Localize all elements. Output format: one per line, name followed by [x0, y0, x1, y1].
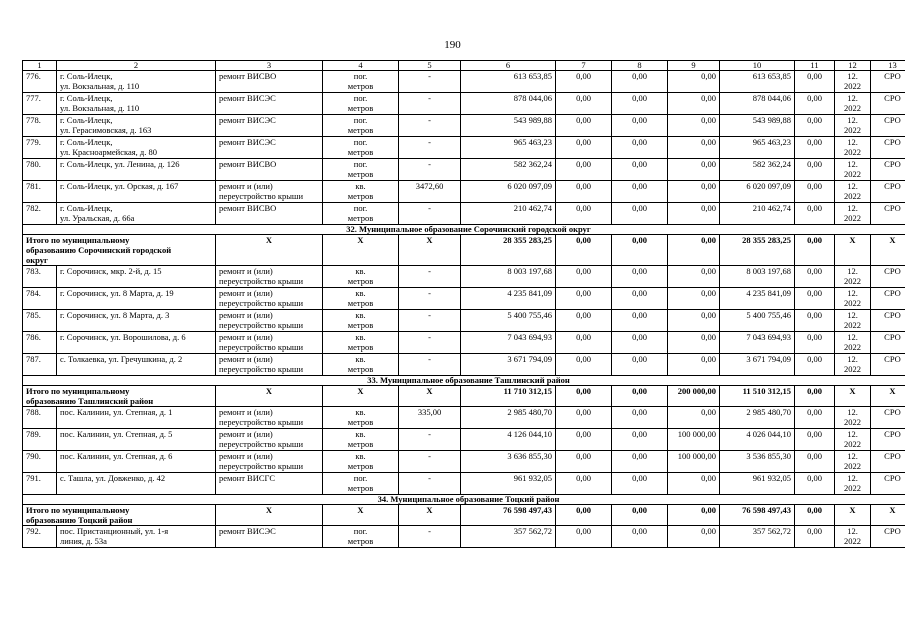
- table-row: [23, 288, 905, 310]
- row-number: 792.: [23, 526, 57, 548]
- value-col10: 3 671 794,09: [720, 354, 795, 376]
- area: -: [399, 93, 461, 115]
- value-col10: 5 400 755,46: [720, 310, 795, 332]
- area: 335,00: [399, 407, 461, 429]
- placeholder-x: X: [871, 386, 905, 407]
- placeholder-x: X: [216, 386, 323, 407]
- work-type: ремонт и (или) переустройство крыши: [216, 181, 323, 203]
- value-col8: 0,00: [612, 203, 668, 225]
- row-number: 782.: [23, 203, 57, 225]
- address: г. Соль-Илецк, ул. Ленина, д. 126: [57, 159, 216, 181]
- method: СРО: [871, 310, 905, 332]
- area: -: [399, 159, 461, 181]
- area: -: [399, 115, 461, 137]
- row-number: 776.: [23, 71, 57, 93]
- work-type: ремонт ВИСЭС: [216, 137, 323, 159]
- area: -: [399, 354, 461, 376]
- value-col10: 76 598 497,43: [720, 505, 795, 526]
- section-header-row: [23, 225, 905, 235]
- value-col11: 0,00: [795, 310, 835, 332]
- value-col8: 0,00: [612, 429, 668, 451]
- total-cost: 2 985 480,70: [461, 407, 556, 429]
- total-cost: 4 126 044,10: [461, 429, 556, 451]
- total-cost: 76 598 497,43: [461, 505, 556, 526]
- column-number: 5: [399, 61, 461, 71]
- work-type: ремонт и (или) переустройство крыши: [216, 288, 323, 310]
- value-col7: 0,00: [556, 473, 612, 495]
- value-col9: 0,00: [668, 93, 720, 115]
- unit: кв. метров: [323, 266, 399, 288]
- column-number: 7: [556, 61, 612, 71]
- value-col9: 0,00: [668, 266, 720, 288]
- column-number: 12: [835, 61, 871, 71]
- section-title: 34. Муниципальное образование Тоцкий район: [23, 495, 905, 505]
- row-number: 779.: [23, 137, 57, 159]
- work-type: ремонт и (или) переустройство крыши: [216, 310, 323, 332]
- unit: пог. метров: [323, 526, 399, 548]
- value-col9: 100 000,00: [668, 451, 720, 473]
- value-col11: 0,00: [795, 473, 835, 495]
- value-col8: 0,00: [612, 407, 668, 429]
- value-col11: 0,00: [795, 71, 835, 93]
- column-number: 11: [795, 61, 835, 71]
- placeholder-x: X: [216, 505, 323, 526]
- address: г. Соль-Илецк, ул. Вокзальная, д. 110: [57, 71, 216, 93]
- completion-term: 12. 2022: [835, 310, 871, 332]
- table-row: [23, 451, 905, 473]
- value-col10: 878 044,06: [720, 93, 795, 115]
- address: г. Сорочинск, ул. Ворошилова, д. 6: [57, 332, 216, 354]
- placeholder-x: X: [835, 386, 871, 407]
- method: СРО: [871, 332, 905, 354]
- value-col10: 4 235 841,09: [720, 288, 795, 310]
- value-col8: 0,00: [612, 505, 668, 526]
- value-col10: 357 562,72: [720, 526, 795, 548]
- method: СРО: [871, 93, 905, 115]
- completion-term: 12. 2022: [835, 71, 871, 93]
- unit: пог. метров: [323, 71, 399, 93]
- value-col7: 0,00: [556, 310, 612, 332]
- area: 3472,60: [399, 181, 461, 203]
- subtotal-row: [23, 386, 905, 407]
- value-col9: 100 000,00: [668, 429, 720, 451]
- value-col10: 6 020 097,09: [720, 181, 795, 203]
- table-row: [23, 332, 905, 354]
- completion-term: 12. 2022: [835, 429, 871, 451]
- row-number: 777.: [23, 93, 57, 115]
- method: СРО: [871, 354, 905, 376]
- unit: кв. метров: [323, 310, 399, 332]
- page-number: 190: [444, 39, 461, 51]
- completion-term: 12. 2022: [835, 203, 871, 225]
- value-col7: 0,00: [556, 203, 612, 225]
- table-row: [23, 473, 905, 495]
- value-col11: 0,00: [795, 115, 835, 137]
- address: пос. Калинин, ул. Степная, д. 6: [57, 451, 216, 473]
- column-number-row: [23, 61, 905, 71]
- completion-term: 12. 2022: [835, 266, 871, 288]
- row-number: 780.: [23, 159, 57, 181]
- subtotal-row: [23, 505, 905, 526]
- unit: кв. метров: [323, 354, 399, 376]
- value-col8: 0,00: [612, 159, 668, 181]
- completion-term: 12. 2022: [835, 451, 871, 473]
- work-type: ремонт ВИСВО: [216, 71, 323, 93]
- value-col8: 0,00: [612, 266, 668, 288]
- value-col9: 0,00: [668, 407, 720, 429]
- row-number: 791.: [23, 473, 57, 495]
- column-number: 2: [57, 61, 216, 71]
- completion-term: 12. 2022: [835, 93, 871, 115]
- value-col9: 0,00: [668, 526, 720, 548]
- address: пос. Калинин, ул. Степная, д. 1: [57, 407, 216, 429]
- placeholder-x: X: [323, 386, 399, 407]
- capital-repair-table: [22, 60, 905, 548]
- work-type: ремонт и (или) переустройство крыши: [216, 332, 323, 354]
- value-col9: 0,00: [668, 505, 720, 526]
- value-col11: 0,00: [795, 288, 835, 310]
- table-row: [23, 159, 905, 181]
- address: г. Соль-Илецк, ул. Герасимовская, д. 163: [57, 115, 216, 137]
- work-type: ремонт и (или) переустройство крыши: [216, 429, 323, 451]
- unit: пог. метров: [323, 137, 399, 159]
- completion-term: 12. 2022: [835, 137, 871, 159]
- address: г. Соль-Илецк, ул. Вокзальная, д. 110: [57, 93, 216, 115]
- value-col9: 0,00: [668, 181, 720, 203]
- work-type: ремонт и (или) переустройство крыши: [216, 407, 323, 429]
- value-col10: 7 043 694,93: [720, 332, 795, 354]
- table-row: [23, 266, 905, 288]
- work-type: ремонт ВИСВО: [216, 203, 323, 225]
- address: г. Соль-Илецк, ул. Орская, д. 167: [57, 181, 216, 203]
- value-col7: 0,00: [556, 386, 612, 407]
- row-number: 783.: [23, 266, 57, 288]
- table-row: [23, 526, 905, 548]
- value-col9: 0,00: [668, 310, 720, 332]
- value-col11: 0,00: [795, 235, 835, 266]
- total-cost: 613 653,85: [461, 71, 556, 93]
- value-col7: 0,00: [556, 71, 612, 93]
- value-col9: 0,00: [668, 354, 720, 376]
- placeholder-x: X: [871, 505, 905, 526]
- value-col11: 0,00: [795, 266, 835, 288]
- total-cost: 543 989,88: [461, 115, 556, 137]
- value-col8: 0,00: [612, 451, 668, 473]
- value-col9: 0,00: [668, 473, 720, 495]
- unit: кв. метров: [323, 407, 399, 429]
- total-cost: 7 043 694,93: [461, 332, 556, 354]
- value-col9: 200 000,00: [668, 386, 720, 407]
- area: -: [399, 71, 461, 93]
- value-col8: 0,00: [612, 473, 668, 495]
- area: -: [399, 526, 461, 548]
- placeholder-x: X: [399, 386, 461, 407]
- value-col8: 0,00: [612, 526, 668, 548]
- value-col10: 543 989,88: [720, 115, 795, 137]
- value-col7: 0,00: [556, 115, 612, 137]
- table-row: [23, 429, 905, 451]
- work-type: ремонт ВИСГС: [216, 473, 323, 495]
- value-col8: 0,00: [612, 288, 668, 310]
- area: -: [399, 266, 461, 288]
- value-col11: 0,00: [795, 505, 835, 526]
- method: СРО: [871, 407, 905, 429]
- value-col10: 961 932,05: [720, 473, 795, 495]
- value-col9: 0,00: [668, 71, 720, 93]
- column-number: 3: [216, 61, 323, 71]
- total-cost: 6 020 097,09: [461, 181, 556, 203]
- total-cost: 4 235 841,09: [461, 288, 556, 310]
- total-cost: 28 355 283,25: [461, 235, 556, 266]
- table-row: [23, 93, 905, 115]
- column-number: 1: [23, 61, 57, 71]
- completion-term: 12. 2022: [835, 407, 871, 429]
- address: г. Сорочинск, ул. 8 Марта, д. 3: [57, 310, 216, 332]
- completion-term: 12. 2022: [835, 526, 871, 548]
- value-col11: 0,00: [795, 203, 835, 225]
- placeholder-x: X: [216, 235, 323, 266]
- total-cost: 3 636 855,30: [461, 451, 556, 473]
- value-col10: 965 463,23: [720, 137, 795, 159]
- method: СРО: [871, 526, 905, 548]
- value-col8: 0,00: [612, 181, 668, 203]
- address: г. Соль-Илецк, ул. Красноармейская, д. 80: [57, 137, 216, 159]
- total-cost: 878 044,06: [461, 93, 556, 115]
- table-row: [23, 137, 905, 159]
- value-col7: 0,00: [556, 407, 612, 429]
- value-col7: 0,00: [556, 181, 612, 203]
- method: СРО: [871, 137, 905, 159]
- value-col7: 0,00: [556, 235, 612, 266]
- address: с. Толкаевка, ул. Гречушкина, д. 2: [57, 354, 216, 376]
- section-header-row: [23, 376, 905, 386]
- placeholder-x: X: [399, 505, 461, 526]
- method: СРО: [871, 181, 905, 203]
- work-type: ремонт и (или) переустройство крыши: [216, 451, 323, 473]
- value-col8: 0,00: [612, 354, 668, 376]
- total-cost: 11 710 312,15: [461, 386, 556, 407]
- value-col10: 28 355 283,25: [720, 235, 795, 266]
- row-number: 789.: [23, 429, 57, 451]
- method: СРО: [871, 429, 905, 451]
- address: с. Ташла, ул. Довженко, д. 42: [57, 473, 216, 495]
- section-title: 33. Муниципальное образование Ташлинский район: [23, 376, 905, 386]
- total-cost: 357 562,72: [461, 526, 556, 548]
- value-col8: 0,00: [612, 235, 668, 266]
- address: г. Сорочинск, мкр. 2-й, д. 15: [57, 266, 216, 288]
- row-number: 781.: [23, 181, 57, 203]
- value-col11: 0,00: [795, 451, 835, 473]
- value-col8: 0,00: [612, 71, 668, 93]
- unit: пог. метров: [323, 159, 399, 181]
- row-number: 787.: [23, 354, 57, 376]
- value-col9: 0,00: [668, 137, 720, 159]
- placeholder-x: X: [323, 505, 399, 526]
- row-number: 784.: [23, 288, 57, 310]
- value-col8: 0,00: [612, 332, 668, 354]
- value-col9: 0,00: [668, 288, 720, 310]
- column-number: 8: [612, 61, 668, 71]
- value-col7: 0,00: [556, 159, 612, 181]
- placeholder-x: X: [835, 505, 871, 526]
- value-col10: 582 362,24: [720, 159, 795, 181]
- column-number: 9: [668, 61, 720, 71]
- method: СРО: [871, 288, 905, 310]
- value-col11: 0,00: [795, 93, 835, 115]
- value-col7: 0,00: [556, 266, 612, 288]
- method: СРО: [871, 451, 905, 473]
- row-number: 790.: [23, 451, 57, 473]
- completion-term: 12. 2022: [835, 332, 871, 354]
- value-col10: 4 026 044,10: [720, 429, 795, 451]
- completion-term: 12. 2022: [835, 181, 871, 203]
- method: СРО: [871, 71, 905, 93]
- table-row: [23, 203, 905, 225]
- area: -: [399, 137, 461, 159]
- total-cost: 5 400 755,46: [461, 310, 556, 332]
- address: пос. Калинин, ул. Степная, д. 5: [57, 429, 216, 451]
- value-col7: 0,00: [556, 505, 612, 526]
- value-col11: 0,00: [795, 332, 835, 354]
- address: г. Сорочинск, ул. 8 Марта, д. 19: [57, 288, 216, 310]
- subtotal-label: Итого по муниципальному образованию Тоцкий район: [23, 505, 216, 526]
- area: -: [399, 288, 461, 310]
- value-col7: 0,00: [556, 451, 612, 473]
- value-col7: 0,00: [556, 429, 612, 451]
- completion-term: 12. 2022: [835, 159, 871, 181]
- placeholder-x: X: [835, 235, 871, 266]
- address: г. Соль-Илецк, ул. Уральская, д. 66а: [57, 203, 216, 225]
- table-row: [23, 407, 905, 429]
- value-col11: 0,00: [795, 407, 835, 429]
- table-row: [23, 71, 905, 93]
- placeholder-x: X: [323, 235, 399, 266]
- work-type: ремонт и (или) переустройство крыши: [216, 266, 323, 288]
- section-header-row: [23, 495, 905, 505]
- value-col7: 0,00: [556, 93, 612, 115]
- method: СРО: [871, 266, 905, 288]
- work-type: ремонт ВИСЭС: [216, 115, 323, 137]
- address: пос. Пристанционный, ул. 1-я линия, д. 53а: [57, 526, 216, 548]
- completion-term: 12. 2022: [835, 473, 871, 495]
- work-type: ремонт ВИСЭС: [216, 93, 323, 115]
- unit: пог. метров: [323, 473, 399, 495]
- value-col7: 0,00: [556, 332, 612, 354]
- column-number: 4: [323, 61, 399, 71]
- value-col11: 0,00: [795, 137, 835, 159]
- unit: кв. метров: [323, 332, 399, 354]
- work-type: ремонт ВИСВО: [216, 159, 323, 181]
- unit: кв. метров: [323, 288, 399, 310]
- value-col10: 11 510 312,15: [720, 386, 795, 407]
- area: -: [399, 451, 461, 473]
- value-col9: 0,00: [668, 332, 720, 354]
- column-number: 10: [720, 61, 795, 71]
- method: СРО: [871, 203, 905, 225]
- unit: пог. метров: [323, 93, 399, 115]
- unit: кв. метров: [323, 429, 399, 451]
- value-col7: 0,00: [556, 526, 612, 548]
- value-col10: 210 462,74: [720, 203, 795, 225]
- value-col8: 0,00: [612, 310, 668, 332]
- table-row: [23, 181, 905, 203]
- value-col8: 0,00: [612, 137, 668, 159]
- value-col11: 0,00: [795, 159, 835, 181]
- completion-term: 12. 2022: [835, 354, 871, 376]
- method: СРО: [871, 159, 905, 181]
- total-cost: 210 462,74: [461, 203, 556, 225]
- value-col7: 0,00: [556, 354, 612, 376]
- area: -: [399, 473, 461, 495]
- unit: пог. метров: [323, 203, 399, 225]
- value-col8: 0,00: [612, 115, 668, 137]
- work-type: ремонт и (или) переустройство крыши: [216, 354, 323, 376]
- value-col7: 0,00: [556, 137, 612, 159]
- completion-term: 12. 2022: [835, 115, 871, 137]
- method: СРО: [871, 473, 905, 495]
- table-row: [23, 354, 905, 376]
- value-col10: 8 003 197,68: [720, 266, 795, 288]
- method: СРО: [871, 115, 905, 137]
- unit: пог. метров: [323, 115, 399, 137]
- unit: кв. метров: [323, 451, 399, 473]
- column-number: 13: [871, 61, 905, 71]
- value-col8: 0,00: [612, 386, 668, 407]
- value-col11: 0,00: [795, 354, 835, 376]
- value-col9: 0,00: [668, 159, 720, 181]
- subtotal-row: [23, 235, 905, 266]
- value-col10: 3 536 855,30: [720, 451, 795, 473]
- total-cost: 965 463,23: [461, 137, 556, 159]
- row-number: 786.: [23, 332, 57, 354]
- subtotal-label: Итого по муниципальному образованию Сорочинский городской округ: [23, 235, 216, 266]
- value-col9: 0,00: [668, 115, 720, 137]
- value-col8: 0,00: [612, 93, 668, 115]
- total-cost: 3 671 794,09: [461, 354, 556, 376]
- total-cost: 8 003 197,68: [461, 266, 556, 288]
- value-col11: 0,00: [795, 181, 835, 203]
- table-row: [23, 310, 905, 332]
- value-col11: 0,00: [795, 526, 835, 548]
- total-cost: 582 362,24: [461, 159, 556, 181]
- area: -: [399, 332, 461, 354]
- column-number: 6: [461, 61, 556, 71]
- unit: кв. метров: [323, 181, 399, 203]
- table-row: [23, 115, 905, 137]
- row-number: 785.: [23, 310, 57, 332]
- area: -: [399, 429, 461, 451]
- value-col11: 0,00: [795, 429, 835, 451]
- work-type: ремонт ВИСЭС: [216, 526, 323, 548]
- subtotal-label: Итого по муниципальному образованию Ташлинский район: [23, 386, 216, 407]
- section-title: 32. Муниципальное образование Сорочинский городской округ: [23, 225, 905, 235]
- row-number: 788.: [23, 407, 57, 429]
- area: -: [399, 203, 461, 225]
- placeholder-x: X: [399, 235, 461, 266]
- value-col10: 613 653,85: [720, 71, 795, 93]
- area: -: [399, 310, 461, 332]
- completion-term: 12. 2022: [835, 288, 871, 310]
- value-col9: 0,00: [668, 203, 720, 225]
- value-col11: 0,00: [795, 386, 835, 407]
- placeholder-x: X: [871, 235, 905, 266]
- row-number: 778.: [23, 115, 57, 137]
- total-cost: 961 932,05: [461, 473, 556, 495]
- value-col10: 2 985 480,70: [720, 407, 795, 429]
- value-col7: 0,00: [556, 288, 612, 310]
- value-col9: 0,00: [668, 235, 720, 266]
